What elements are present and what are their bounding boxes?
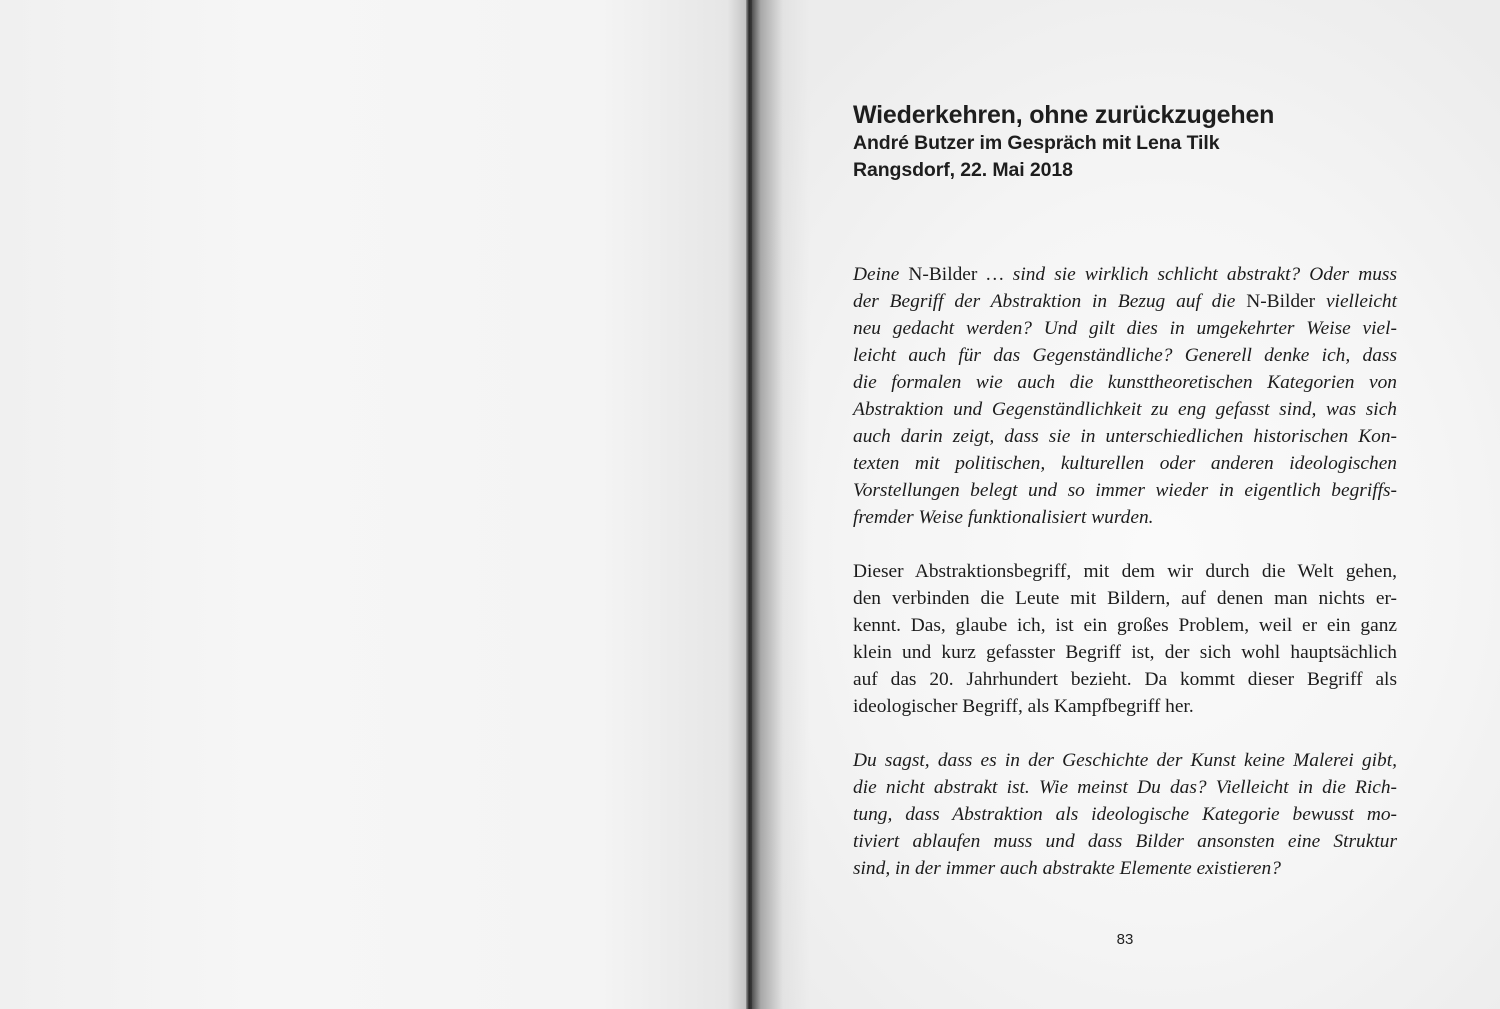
text-line <box>853 612 1397 639</box>
text-line <box>853 639 1397 666</box>
text-line <box>853 747 1397 774</box>
chapter-title: Wiederkehren, ohne zurückzugehen <box>853 101 1275 129</box>
roman-run: kennt. Das, glaube ich, ist ein großes Problem, weil er ein ganz <box>853 615 1397 636</box>
italic-run: … sind sie wirklich schlicht abstrakt? Oder muss <box>977 264 1397 285</box>
text-line <box>853 423 1397 450</box>
text-line <box>853 558 1397 585</box>
chapter-place-date: Rangsdorf, 22. Mai 2018 <box>853 159 1073 181</box>
roman-run: ideologischer Begriff, als Kampfbegriff her. <box>853 696 1194 717</box>
interview-answer <box>853 558 1397 720</box>
roman-run: Dieser Abstraktionsbegriff, mit dem wir durch die Welt gehen, <box>853 561 1397 582</box>
roman-run: N-Bilder <box>908 264 978 285</box>
roman-run: auf das 20. Jahrhundert bezieht. Da kommt dieser Begriff als <box>853 669 1397 690</box>
text-line <box>853 774 1397 801</box>
italic-run: Deine <box>853 264 909 285</box>
text-line <box>853 801 1397 828</box>
roman-run: N-Bilder <box>1246 291 1316 312</box>
text-line <box>853 315 1397 342</box>
italic-run: tung, dass Abstraktion als ideologische Kategorie bewusst mo- <box>853 804 1397 825</box>
text-line <box>853 396 1397 423</box>
italic-run: Du sagst, dass es in der Geschichte der Kunst keine Malerei gibt, <box>853 750 1397 771</box>
interview-question <box>853 747 1397 882</box>
italic-run: die formalen wie auch die kunsttheoretischen Kategorien von <box>853 372 1397 393</box>
interview-question <box>853 261 1397 531</box>
text-line <box>853 585 1397 612</box>
text-line <box>853 504 1397 531</box>
text-line <box>853 855 1397 882</box>
roman-run: den verbinden die Leute mit Bildern, auf denen man nichts er- <box>853 588 1397 609</box>
text-line <box>853 369 1397 396</box>
text-line <box>853 693 1397 720</box>
italic-run: sind, in der immer auch abstrakte Elemente existieren? <box>853 858 1281 879</box>
italic-run: Vorstellungen belegt und so immer wieder in eigentlich begriffs- <box>853 480 1397 501</box>
page-number: 83 <box>1116 931 1134 948</box>
text-line <box>853 261 1397 288</box>
text-line <box>853 450 1397 477</box>
italic-run: leicht auch für das Gegenständliche? Generell denke ich, dass <box>853 345 1397 366</box>
interview-body <box>853 261 1397 909</box>
roman-run: klein und kurz gefasster Begriff ist, der sich wohl hauptsächlich <box>853 642 1397 663</box>
italic-run: neu gedacht werden? Und gilt dies in umgekehrter Weise viel- <box>853 318 1397 339</box>
text-line <box>853 288 1397 315</box>
chapter-subtitle: André Butzer im Gespräch mit Lena Tilk <box>853 132 1220 154</box>
italic-run: auch darin zeigt, dass sie in unterschiedlichen historischen Kon- <box>853 426 1397 447</box>
italic-run: tiviert ablaufen muss und dass Bilder ansonsten eine Struktur <box>853 831 1397 852</box>
italic-run: vielleicht <box>1315 291 1398 312</box>
italic-run: der Begriff der Abstraktion in Bezug auf die <box>853 291 1247 312</box>
book-gutter <box>746 0 752 1009</box>
italic-run: die nicht abstrakt ist. Wie meinst Du das? Vielleicht in die Rich- <box>853 777 1397 798</box>
text-line <box>853 342 1397 369</box>
chapter-heading <box>853 100 1413 184</box>
italic-run: texten mit politischen, kulturellen oder anderen ideologischen <box>853 453 1397 474</box>
italic-run: Abstraktion und Gegenständlichkeit zu eng gefasst sind, was sich <box>853 399 1397 420</box>
text-line <box>853 477 1397 504</box>
text-line <box>853 828 1397 855</box>
italic-run: fremder Weise funktionalisiert wurden. <box>853 507 1154 528</box>
text-line <box>853 666 1397 693</box>
